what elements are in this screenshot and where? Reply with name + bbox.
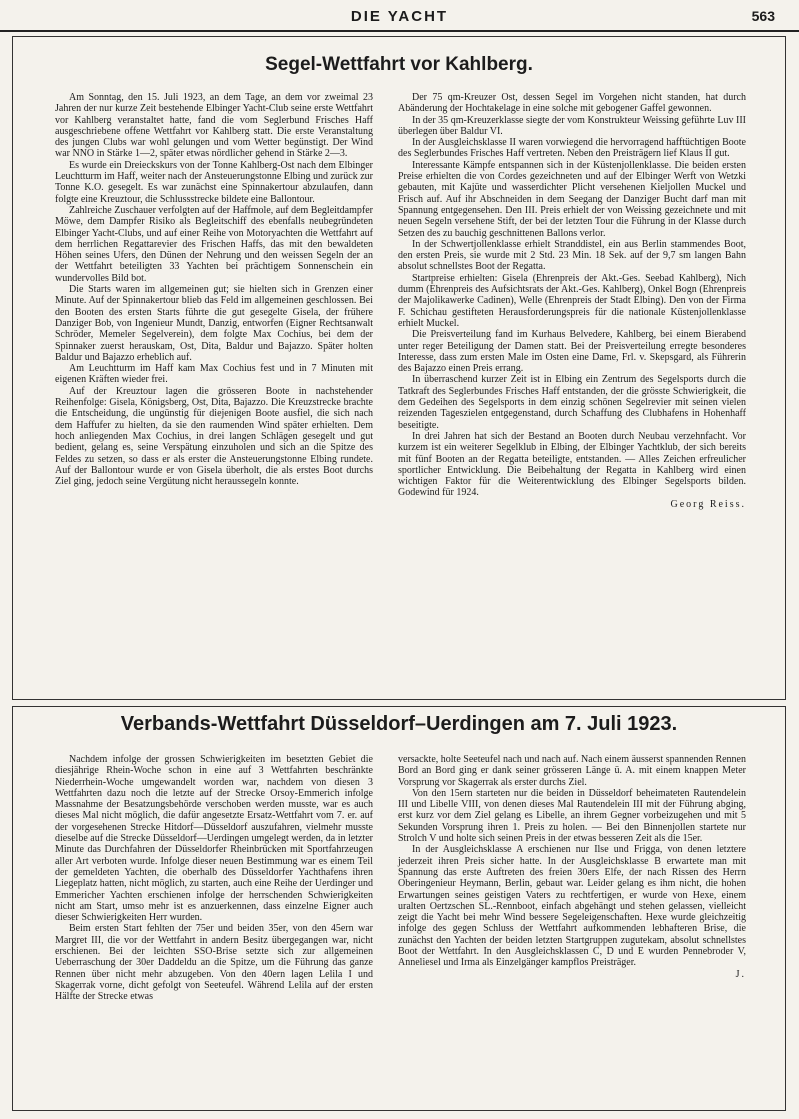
page-number: 563 [751,8,775,24]
paragraph: Die Preisverteilung fand im Kurhaus Belvedere, Kahlberg, bei einem Bierabend unter reger Beteiligung der Damen statt. Bei der Preisverteilung erregte besonderes Interesse, dass zum ersten Male im Osten eine Dame, Frl. v. Skepsgard, als Führerin des Bajazzo einen Preis errang. [398,329,746,375]
paragraph: Startpreise erhielten: Gisela (Ehrenpreis der Akt.-Ges. Seebad Kahlberg), Nich dumm (Ehrenpreis des Aufsichtsrats der Akt.-Ges. Kahlberg), Onkel Bogn (Ehrenpreis der Majolikawerke Cadinen), Welle (Ehrenpreis der Stadt Elbing). Den von der Firma F. Schichau gestifteten Herausforderungspreis für die nationale Küstenjollenklasse erhielt Muckel. [398,272,746,329]
running-head [0,6,799,30]
paragraph: Der 75 qm-Kreuzer Ost, dessen Segel im Vorgehen nicht standen, hat durch Abänderung der Hochtakelage in eine solche mit gebogener Gaffel gewonnen. [398,92,746,115]
paragraph: Es wurde ein Dreieckskurs von der Tonne Kahlberg-Ost nach dem Elbinger Leuchtturm im Haff, weiter nach der Ansteuerungstonne Elbing und zurück zur Tonne K.O. gesegelt. Es war zunächst eine Spinnakertour abzulaufen, dann folgte eine Kreuztour, die Schlussstrecke bildete eine Ballontour. [55,159,373,205]
paragraph: In der Ausgleichsklasse A erschienen nur Ilse und Frigga, von denen letztere jederzeit ihren Preis sicher hatte. In der Ausgleichsklasse B erwartete man mit Spannung das erste Auftreten des freien 30ers Elfe, der nach Rissen des Herrn Oberingenieur Heymann, Berlin, gebaut war. Leider gelang es ihm nicht, die hohen Erwartungen seines geistigen Vaters zu rechtfertigen, er wurde von Hexe, einem uralten Oertzschen SL.-Rennboot, einfach abgehängt und stehen gelassen, vielleicht zeigt die Yacht bei mehr Wind bessere Segeleigenschaften. Hexe wurde gleichzeitig infolge des gegen Schluss der Wettfahrt aufkommenden lebhafteren Brise, die zunächst den Yachten der beiden letzten Startgruppen zugutekam, absolut schnellstes Boot der Wettfahrt. In den Ausgleichsklassen C, D und E wurden Pennebroder V, Anneliesel und Irma als Einzelgänger kampflos Preisträger. [398,844,746,969]
article-kahlberg-left-column [55,92,373,487]
paragraph: In überraschend kurzer Zeit ist in Elbing ein Zentrum des Segelsports durch die Tatkraft des Seglerbundes Frisches Haff entstanden, der die grösste Schwierigkeit, die dem Gedeihen des Segelsports in dem einzig schönen Segelrevier mit seinen vielen reizenden Tageszielen entgegenstand, durch Schaffung des Clubhafens in Hohenhaff beseitigte. [398,374,746,431]
paragraph: In der Schwertjollenklasse erhielt Stranddistel, ein aus Berlin stammendes Boot, den ersten Preis, sie wurde mit 2 Std. 23 Min. 18 Sek. auf der 9,7 sm langen Bahn absolut schnellstes Boot der Regatta. [398,238,746,273]
paragraph: Interessante Kämpfe entspannen sich in der Küstenjollenklasse. Die beiden ersten Preise erhielten die von Cordes gezeichneten und auf der Elbinger Werft von Wetzki gebauten, mit Kajüte und wasserdichter Plicht versehenen Kieljollen Muckel und Frisch auf. Auf ihr Abschneiden in dem Seegang der Danziger Bucht darf man mit Spannung entgegensehen. Den III. Preis erhielt der von Weissing gezeichnete und mit neuen Segeln versehene Stift, der bei der letzten Tour die Führung in der Klasse durch Setzen des zu bauchig geschnittenen Ballons verlor. [398,159,746,239]
byline [398,969,746,980]
article-kahlberg-right-column [398,92,746,510]
article-title-duesseldorf: Verbands-Wettfahrt Düsseldorf–Uerdingen am 7. Juli 1923. [120,713,678,735]
paragraph: Von den 15ern starteten nur die beiden in Düsseldorf beheimateten Rautendelein III und Libelle VIII, von denen dieses Mal Rautendelein III mit der Führung abging, erst kurz vor dem Ziel gelang es Libelle, an ihrem Gegner vorbeizugehen und mit 5 Sekunden Vorsprung ihren 1. Preis zu holen. — Bei den Binnenjollen startete nur Strolch V und holte sich seinen Preis in der etwas besseren Zeit als die 15er. [398,787,746,845]
paragraph: Am Sonntag, den 15. Juli 1923, an dem Tage, an dem vor zweimal 23 Jahren der nur kurze Zeit bestehende Elbinger Yacht-Club seine erste Wettfahrt vor Kahlberg veranstaltet hatte, fand die vom Seglerbund Frisches Haff ausgeschriebene offene Wettfahrt vor Kahlberg statt. Die erste Veranstaltung des jungen Clubs war wohl gelungen und vom Wetter begünstigt. Der Wind war NNO in Stärke 1—2, später etwas nördlicher gehend in Stärke 2—3. [55,92,373,160]
journal-title: DIE YACHT [350,8,449,25]
paragraph: In der Ausgleichsklasse II waren vorwiegend die hervorragend hafftüchtigen Boote des Seglerbundes Frisches Haff vertreten. Neben den Preisträgern lief Klaus II gut. [398,137,746,160]
paragraph: Am Leuchtturm im Haff kam Max Cochius fest und in 7 Minuten mit eigenen Kräften wieder frei. [55,363,373,386]
article-duesseldorf-left-column [55,754,373,1003]
article-title-kahlberg: Segel-Wettfahrt vor Kahlberg. [265,54,533,75]
paragraph: In der 35 qm-Kreuzerklasse siegte der vom Konstrukteur Weissing geführte Luv III überlegen über Baldur VI. [398,114,746,137]
paragraph: Beim ersten Start fehlten der 75er und beiden 35er, von den 45ern war Margret III, die vor der Wettfahrt in andern Besitz übergegangen war, nicht erschienen. Bei der leichten SSO-Brise setzte sich zur allgemeinen Ueberraschung der 30er Daddeldu an die Spitze, um die Führung das ganze Rennen über nicht mehr abzugeben. Von den 40ern lagen Lelila I und Skagerrak vorne, dicht gefolgt von Seeteufel. Während Lelila auf der ersten Hälfte der Strecke etwas [55,923,373,1003]
author-signature: Georg Reiss. [670,498,746,510]
byline [398,499,746,510]
article-duesseldorf-right-column [398,754,746,980]
paragraph: Auf der Kreuztour lagen die grösseren Boote in nachstehender Reihenfolge: Gisela, Königsberg, Ost, Dita, Bajazzo. Die Kreuzstrecke brachte die Entscheidung, die ungünstig für diejenigen Boote ausfiel, die sich nach dem Haffufer zu hielten, da sie den raumenden Wind später erhielten. Dem hoch anliegenden Max Cochius, in drei langen Schlägen gesegelt und gut bedient, gelang es, seine Verspätung einzuholen und sich an die Spitze des Feldes zu setzen, so dass er als erster die Ansteuerungstonne Elbing rundete. Auf der Ballontour wurde er von Gisela überholt, die als erstes Boot durchs Ziel ging, jedoch seine Vergütung nicht heraussegeln konnte. [55,385,373,488]
paragraph: Zahlreiche Zuschauer verfolgten auf der Haffmole, auf dem Begleitdampfer Möwe, dem Dampfer Risiko als Begleitschiff des ebenfalls neubegründeten Elbinger Yacht-Clubs, und auf einer Reihe von Motoryachten die Wettfahrt auf dem herrlichen Regattarevier des Frischen Haffs, das mit den bewaldeten Höhen seines Ufers, den Dünen der Nehrung und den weissen Segeln der an der Wettfahrt beteiligten 33 Yachten bei prächtigem Sonnenschein ein wundervolles Bild bot. [55,204,373,284]
header-rule [0,30,799,32]
paragraph: In drei Jahren hat sich der Bestand an Booten durch Neubau verzehnfacht. Vor kurzem ist ein weiterer Segelklub in Elbing, der Elbinger Yachtklub, der sich bereits mit fünf Booten an der Regatta beteiligte, entstanden. — Alles Zeichen erfreulicher sportlicher Entwicklung. Die Beibehaltung der Regatta in Kahlberg wird einen wichtigen Faktor für die Weiterentwicklung des Elbinger Segelsports bilden. Godewind für 1924. [398,430,746,499]
author-signature: J. [735,968,746,980]
paragraph: Die Starts waren im allgemeinen gut; sie hielten sich in Grenzen einer Minute. Auf der Spinnakertour blieb das Feld im allgemeinen geschlossen. Bei den Booten des ersten Starts führte die gut gesegelte Gisela, der frühere Danziger Bob, von Ingenieur Mundt, Danzig, entworfen (Eigner Rechtsanwalt Schröder, Memeler Segelverein), dem folgte Max Cochius, bei dem der Spinnaker zuerst herauskam, Ost, Dita, Baldur und Bajazzo. Später holten Baldur und Bajazzo erheblich auf. [55,284,373,363]
paragraph: Nachdem infolge der grossen Schwierigkeiten im besetzten Gebiet die diesjährige Rhein-Woche schon in eine auf 3 Wettfahrten beschränkte Niederrhein-Woche umgewandelt worden war, nachdem von diesen 3 Wettfahrten dazu noch die letzte auf der Strecke Orsoy-Emmerich infolge Massnahme der Besatzungsbehörde verschoben werden musste, war es auch dieses Mal nicht möglich, die dafür angesetzte Ersatz-Wettfahrt vom 7. er. auf der vorgesehenen Strecke Hitdorf—Düsseldorf auszufahren, vielmehr musste dieselbe auf die Strecke Düsseldorf—Uerdingen umgelegt werden, da in letzter Minute das Durchfahren der Düsseldorfer Rheinbrücken mit Sportfahrzeugen aller Art verboten wurde. Infolge dieser neuen Bestimmung war es einem Teil der gemeldeten Yachten, die oberhalb des Düsseldorfer Yachthafens ihren Liegeplatz hatten, nicht möglich, zu starten, auch eine Reihe der Uerdinger und Emmericher Yachten erschienen infolge der herrschenden Schwierigkeiten nicht am Start, umso mehr ist es anzuerkennen, dass einzelne Eigner auch dieser Schwierigkeiten Herr wurden. [55,754,373,924]
paragraph: versackte, holte Seeteufel nach und nach auf. Nach einem äusserst spannenden Rennen Bord an Bord ging er dank seiner grösseren Länge ü. A. mit einem knappen Meter Vorsprung vor Skagerrak als erster durchs Ziel. [398,754,746,788]
